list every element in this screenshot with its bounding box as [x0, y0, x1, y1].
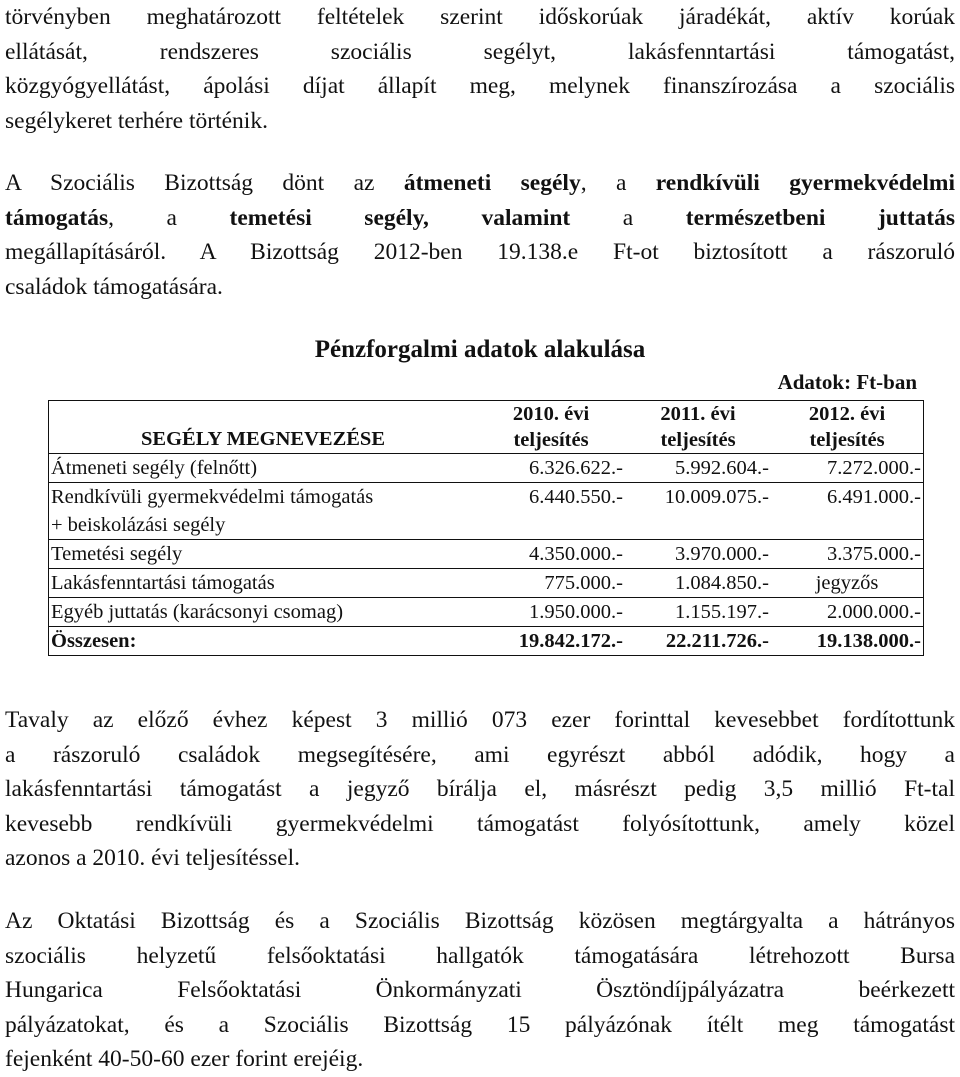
cell-2011: 1.084.850.-: [625, 569, 771, 598]
paragraph-3-line: Tavaly az előző évhez képest 3 millió 073 ezer forinttal kevesebbet fordítottunk: [5, 707, 955, 733]
paragraph-1-line: segélykeret terhére történik.: [5, 107, 268, 134]
paragraph-1-line: ellátását, rendszeres szociális segélyt, lakásfenntartási támogatást,: [5, 38, 955, 65]
table-row: [49, 483, 924, 540]
row-name: Lakásfenntartási támogatás: [49, 569, 478, 598]
cell-2011: 3.970.000.-: [625, 540, 771, 569]
cell-2010: 1.950.000.-: [477, 598, 625, 627]
table-row: [49, 454, 924, 483]
table-title-text: Pénzforgalmi adatok alakulása: [314, 336, 646, 363]
cell-2011: 5.992.604.-: [625, 454, 771, 483]
paragraph-3-line: a rászoruló családok megsegítésére, ami egyrészt abból adódik, hogy a: [5, 741, 955, 768]
paragraph-4-line: pályázatokat, és a Szociális Bizottság 15 pályázónak ítélt meg támogatást: [5, 1011, 955, 1038]
cell-2011: 1.155.197.-: [625, 598, 771, 627]
table-unit: Adatok: Ft-ban: [777, 370, 917, 394]
paragraph-2-line: [5, 166, 955, 201]
paragraph-4-line: Hungarica Felsőoktatási Önkormányzati Ösztöndíjpályázatra beérkezett: [5, 977, 955, 1003]
paragraph-2-line: [5, 201, 955, 236]
text-run: a: [570, 204, 686, 231]
bold-term: átmeneti segély: [403, 170, 581, 196]
header-2010-label: teljesítés: [513, 429, 589, 451]
cell-2010: 775.000.-: [477, 569, 625, 598]
bold-term: természetbeni juttatás: [685, 204, 955, 231]
header-2011-label: teljesítés: [660, 429, 736, 451]
table-title: [0, 336, 960, 364]
paragraph-3-line: kevesebb rendkívüli gyermekvédelmi támogatást folyósítottunk, amely közel: [5, 810, 955, 837]
cell-2010: 4.350.000.-: [477, 540, 625, 569]
paragraph-1-line: törvényben meghatározott feltételek szerint időskorúak járadékát, aktív korúak: [5, 4, 955, 30]
paragraph-2-line: családok támogatására.: [5, 273, 223, 300]
paragraph-4-line: szociális helyzetű felsőoktatási hallgatók támogatására létrehozott Bursa: [5, 942, 955, 969]
paragraph-3-line: lakásfenntartási támogatást a jegyző bírálja el, másrészt pedig 3,5 millió Ft-tal: [5, 776, 955, 802]
row-name-line: Rendkívüli gyermekvédelmi támogatás: [51, 486, 374, 508]
cell-2012: 6.491.000.-: [771, 483, 924, 540]
paragraph-4-line: fejenként 40-50-60 ezer forint erejéig.: [5, 1046, 364, 1072]
row-name: [49, 483, 478, 540]
bold-term: rendkívüli gyermekvédelmi: [655, 170, 955, 196]
cell-2010: 6.326.622.-: [477, 454, 625, 483]
header-2012-label: teljesítés: [809, 429, 885, 451]
paragraph-3-line: azonos a 2010. évi teljesítéssel.: [5, 845, 300, 871]
table-header-row: [49, 401, 924, 454]
cell-2011: 10.009.075.-: [625, 483, 771, 540]
text-run: , a: [580, 170, 656, 196]
header-2010-year: 2010. évi: [512, 403, 590, 425]
cell-2012: 3.375.000.-: [771, 540, 924, 569]
bold-term: támogatás: [5, 204, 109, 231]
header-2011-year: 2011. évi: [660, 403, 736, 425]
row-name: Temetési segély: [49, 540, 478, 569]
header-2010: [477, 401, 625, 454]
cell-2010: 6.440.550.-: [477, 483, 625, 540]
text-run: , a: [108, 204, 230, 231]
payment-table: [48, 400, 924, 656]
cell-2012: jegyzős: [771, 569, 924, 598]
header-2012-year: 2012. évi: [808, 403, 886, 425]
paragraph-3: [5, 703, 955, 876]
cell-2012: 7.272.000.-: [771, 454, 924, 483]
paragraph-1: [5, 0, 955, 138]
table-row: [49, 569, 924, 598]
table-row: [49, 540, 924, 569]
header-2011: [625, 401, 771, 454]
row-name: Összesen:: [49, 627, 478, 656]
table-total-row: [49, 627, 924, 656]
cell-2012: 19.138.000.-: [771, 627, 924, 656]
bold-term: temetési segély, valamint: [229, 204, 571, 231]
header-2012: [771, 401, 924, 454]
cell-2011: 22.211.726.-: [625, 627, 771, 656]
row-name: Egyéb juttatás (karácsonyi csomag): [49, 598, 478, 627]
table-row: [49, 598, 924, 627]
header-name: SEGÉLY MEGNEVEZÉSE: [49, 401, 478, 454]
text-run: A Szociális Bizottság dönt az: [5, 170, 404, 196]
paragraph-2: [5, 166, 955, 304]
row-name-line: + beiskolázási segély: [51, 514, 226, 536]
paragraph-4-line: Az Oktatási Bizottság és a Szociális Bizottság közösen megtárgyalta a hátrányos: [5, 908, 955, 934]
paragraph-1-line: közgyógyellátást, ápolási díjat állapít meg, melynek finanszírozása a szociális: [5, 73, 955, 99]
row-name: Átmeneti segély (felnőtt): [49, 454, 478, 483]
paragraph-2-line: megállapításáról. A Bizottság 2012-ben 19.138.e Ft-ot biztosított a rászoruló: [5, 239, 955, 265]
cell-2010: 19.842.172.-: [477, 627, 625, 656]
cell-2012: 2.000.000.-: [771, 598, 924, 627]
paragraph-4: [5, 904, 955, 1077]
